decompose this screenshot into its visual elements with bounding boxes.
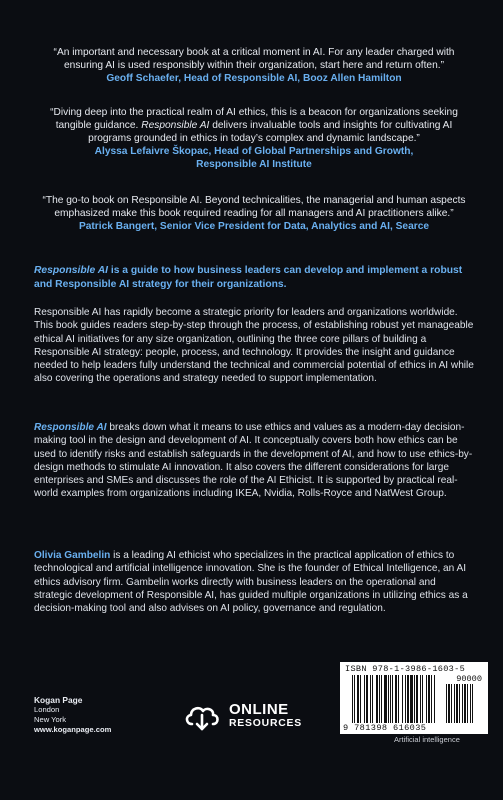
description-paragraph-1: Responsible AI has rapidly become a strategic priority for leaders and organizations worldwide. This book guides readers step-by-step through the process, of establishing robust yet manageable ethical AI initiatives for any size organization, outlining the three core pillars of building a Responsible AI strategy: people, process, and technology. It provides the insight and guidance needed to help leaders fully understand the technical and commercial potential of ethics in AI while also covering the operations and strategy needed to support implementation. [34,307,474,385]
barcode-bar [434,675,435,723]
barcode-bar [379,675,380,723]
barcode-addon-bars [446,684,482,723]
para2-book-title: Responsible AI [34,422,107,433]
quote-2 [34,106,474,171]
quote-2-text-before: “Diving deep into the practical realm of AI ethics, this is a beacon for organizations seeking tangible guidance. [50,107,458,131]
publisher-block [34,695,111,735]
barcode-bars [352,675,444,723]
barcode-bar [370,675,371,723]
publisher-url: www.koganpage.com [34,725,112,734]
barcode-bar [372,675,373,723]
barcode-bar [464,684,466,723]
barcode-bar [456,684,458,723]
barcode-bar [357,675,359,723]
barcode-bar [451,684,452,723]
description-paragraph-2 [34,421,474,501]
quote-2-book-title: Responsible AI [141,120,210,131]
barcode-bar [467,684,468,723]
online-resources-label [229,703,302,731]
isbn-barcode [340,662,488,734]
quote-2-attribution-line2: Responsible AI Institute [196,159,312,170]
online-resources-badge [183,702,302,732]
quote-2-text-after: delivers invaluable tools and insights for cultivating AI programs grounded in ethics in today’s complex and dynamic landscape.” [88,120,453,144]
barcode-bar [459,684,460,723]
barcode-digits: 9 781398 616035 [343,723,427,733]
barcode-bar [428,675,430,723]
publisher-city-2: New York [34,715,67,724]
barcode-bar [398,675,399,723]
publisher-name: Kogan Page [34,695,83,705]
quote-3-text: “The go-to book on Responsible AI. Beyond technicalities, the managerial and human aspects emphasized make this book required reading for all managers and AI practitioners alike.” [42,195,466,219]
author-bio [34,549,474,615]
subject-caption: Artificial intelligence [394,735,460,744]
quote-1-text: “An important and necessary book at a critical moment in AI. For any leader charged with ensuring AI is used responsibly within their organization, start here and return often.” [53,47,455,71]
price-code: 90000 [456,674,482,684]
barcode-bar [376,675,378,723]
quote-1 [34,46,474,85]
lead-text: is a guide to how business leaders can develop and implement a robust and Responsible AI strategy for their organizations. [34,265,463,290]
barcode-bar [414,675,415,723]
cloud-download-icon [183,702,221,732]
barcode-bar [470,684,471,723]
para2-text: breaks down what it means to use ethics and values as a modern-day decision-making tool in the design and development of AI. It conceptually covers both how ethics can be used to identify risks and establish safeguards in the development of AI, and how to use ethics-by-design methods to stimulate AI innovation. It also covers the different considerations for large enterprises and SMEs and discusses the role of the AI Ethicist. It is supported by practical real-world examples from organizations including IKEA, Nvidia, Rolls-Royce and NatWest Group. [34,422,473,500]
barcode-bar [462,684,463,723]
barcode-bar [405,675,406,723]
barcode-bar [410,675,413,723]
author-name: Olivia Gambelin [34,550,111,561]
barcode-bar [392,675,393,723]
barcode-bar [360,675,361,723]
barcode-bar [381,675,382,723]
barcode-bar [354,675,355,723]
barcode-bar [388,675,389,723]
quote-1-attribution: Geoff Schaefer, Head of Responsible AI, Booz Allen Hamilton [106,73,402,84]
lead-book-title: Responsible AI [34,265,108,276]
quote-3-attribution: Patrick Bangert, Senior Vice President for Data, Analytics and AI, Searce [78,221,430,232]
barcode-bar [352,675,353,723]
barcode-bar [448,684,450,723]
barcode-bar [431,675,432,723]
barcode-bar [395,675,397,723]
barcode-bar [407,675,409,723]
barcode-bar [454,684,455,723]
barcode-bar [416,675,418,723]
quote-2-attribution-line1: Alyssa Lefaivre Škopac, Head of Global Partnerships and Growth, [94,146,414,157]
barcode-bar [446,684,447,723]
barcode-bar [390,675,391,723]
barcode-bar [422,675,423,723]
barcode-bar [384,675,387,723]
online-resources-line1: ONLINE [229,701,289,718]
publisher-city-1: London [34,705,60,714]
barcode-bar [420,675,421,723]
lead-summary [34,264,474,291]
barcode-bar [426,675,427,723]
barcode-bar [366,675,368,723]
online-resources-line2: RESOURCES [229,718,303,729]
quote-2-text [34,106,474,145]
barcode-bar [402,675,403,723]
author-bio-text: is a leading AI ethicist who specializes in the practical application of ethics to technological and artificial intelligence innovation. She is the founder of Ethical Intelligence, an AI ethics advisory firm. Gambelin works directly with business leaders on the operational and strategic development of Responsible AI, has guided multiple organizations in utilizing ethics as a decision-making tool and also advises on AI policy, governance and regulation. [34,550,468,615]
quote-3 [34,194,474,233]
barcode-bar [364,675,365,723]
isbn-number: ISBN 978-1-3986-1603-5 [345,664,466,674]
barcode-bar [472,684,473,723]
